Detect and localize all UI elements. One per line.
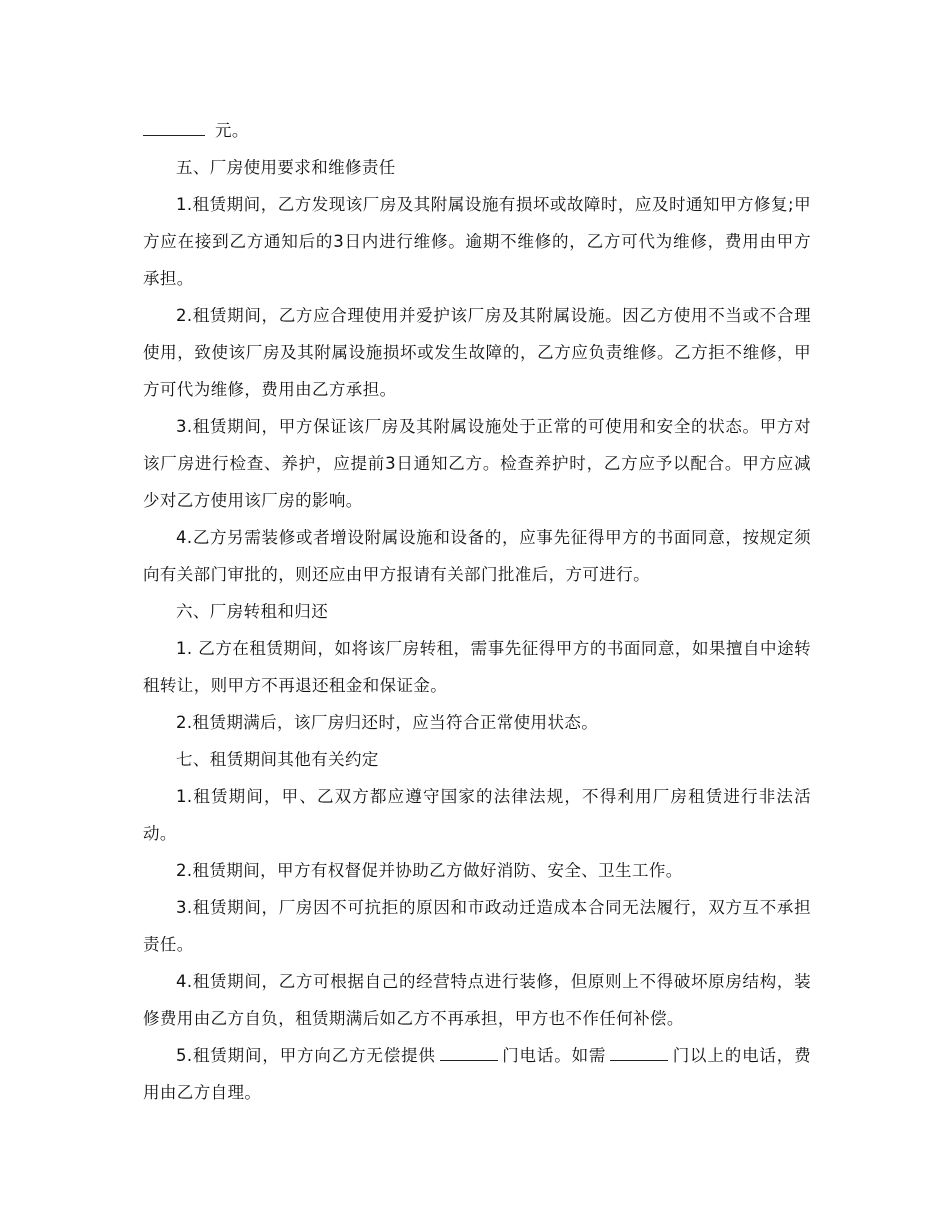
clause-5-3: 3.租赁期间，甲方保证该厂房及其附属设施处于正常的可使用和安全的状态。甲方对该厂房进行检查、养护，应提前3日通知乙方。检查养护时，乙方应予以配合。甲方应减少对乙方使用该厂房的影响。 (143, 417, 811, 510)
section-heading-5: 五、厂房使用要求和维修责任 (176, 158, 396, 177)
amount-tail-text: 元。 (215, 121, 249, 140)
clause-7-4: 4.租赁期间，乙方可根据自己的经营特点进行装修，但原则上不得破坏原房结构，装修费用由乙方自负，租赁期满后如乙方不再承担，甲方也不作任何补偿。 (143, 972, 811, 1028)
section-heading-7: 七、租赁期间其他有关约定 (176, 750, 379, 769)
clause-5-2: 2.租赁期间，乙方应合理使用并爱护该厂房及其附属设施。因乙方使用不当或不合理使用，致使该厂房及其附属设施损坏或发生故障的，乙方应负责维修。乙方拒不维修，甲方可代为维修，费用由乙方承担。 (143, 306, 811, 399)
contract-body (143, 112, 811, 1111)
clause-5-4: 4.乙方另需装修或者增设附属设施和设备的，应事先征得甲方的书面同意，按规定须向有关部门审批的，则还应由甲方报请有关部门批准后，方可进行。 (143, 528, 811, 584)
clause-7-5 (143, 1037, 811, 1111)
blank-line (440, 1046, 498, 1061)
blank-line (610, 1046, 668, 1061)
clause-7-5-part-a: 5.租赁期间，甲方向乙方无偿提供 (176, 1046, 436, 1065)
paragraph-amount-tail (143, 112, 811, 149)
clause-6-2: 2.租赁期满后，该厂房归还时，应当符合正常使用状态。 (176, 713, 599, 732)
clause-7-5-part-c: 门以上的电话，费用由乙方自理。 (143, 1046, 811, 1102)
clause-7-1: 1.租赁期间，甲、乙双方都应遵守国家的法律法规，不得利用厂房租赁进行非法活动。 (143, 787, 811, 843)
clause-7-3: 3.租赁期间，厂房因不可抗拒的原因和市政动迁造成本合同无法履行，双方互不承担责任。 (143, 898, 811, 954)
clause-6-1: 1. 乙方在租赁期间，如将该厂房转租，需事先征得甲方的书面同意，如果擅自中途转租转让，则甲方不再退还租金和保证金。 (143, 639, 811, 695)
clause-7-2: 2.租赁期间，甲方有权督促并协助乙方做好消防、安全、卫生工作。 (176, 861, 683, 880)
clause-5-1: 1.租赁期间，乙方发现该厂房及其附属设施有损坏或故障时，应及时通知甲方修复;甲方应在接到乙方通知后的3日内进行维修。逾期不维修的，乙方可代为维修，费用由甲方承担。 (143, 195, 811, 288)
section-heading-6: 六、厂房转租和归还 (176, 602, 329, 621)
clause-7-5-part-b: 门电话。如需 (501, 1046, 607, 1065)
blank-line (143, 121, 205, 136)
